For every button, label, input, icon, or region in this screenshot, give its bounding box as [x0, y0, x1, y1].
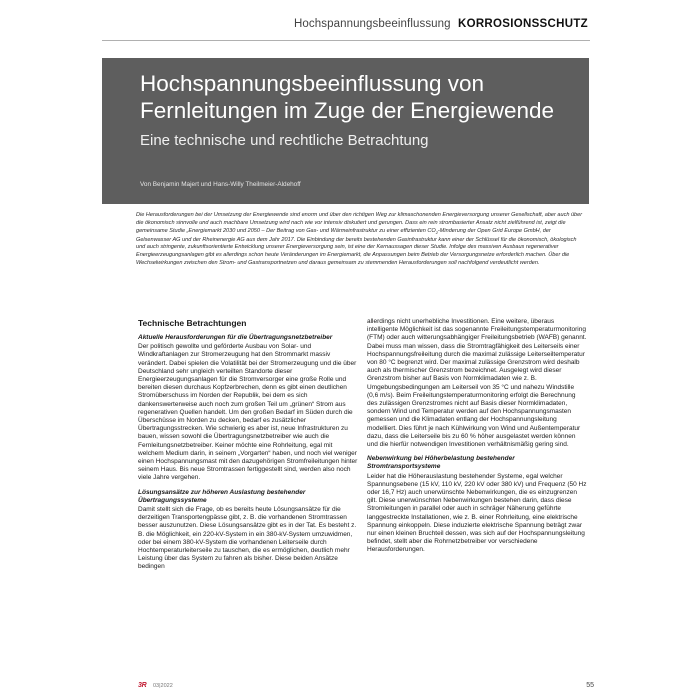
page-number: 55 [586, 682, 594, 689]
subsection-heading: Aktuelle Herausforderungen für die Übertragungsnetzbetreiber [138, 334, 333, 341]
issue-label: 03|2022 [153, 683, 173, 689]
body-paragraph: Damit stellt sich die Frage, ob es bereits heute Lösungsansätze für die derzeitigen Transportengpässe gibt, z. B. die vorhandenen Stromtrassen besser auszunutzen. Diese Lösungsansätze gibt es in der Tat. Es besteht z. B. die Möglichkeit, ein 220-kV-System in ein 380-kV-System umzuwidmen, oder bei einem 380-kV-System die vorhandenen Leiterseile durch Hochtemperaturleiterseile zu tauschen, die es ermöglichen, deutlich mehr Leistung über das System zu fahren als bisher. Diese beiden Ansätze bedingen [138, 506, 357, 571]
header-section: KORROSIONSSCHUTZ [457, 18, 588, 30]
subsection-heading: Nebenwirkung bei Höherbelastung bestehender Stromtransportsysteme [367, 455, 515, 471]
title-banner [102, 58, 589, 204]
journal-logo: 3R [138, 682, 147, 689]
article-subtitle: Eine technische und rechtliche Betrachtung [140, 132, 429, 149]
article-title-line1: Hochspannungsbeeinflussung von [140, 71, 485, 96]
text-column-right [367, 318, 587, 555]
article-title-line2: Fernleitungen im Zuge der Energiewende [140, 98, 554, 123]
subsection-heading: Lösungsansätze zur höheren Auslastung bestehender Übertragungssysteme [138, 488, 306, 504]
body-paragraph: allerdings nicht unerhebliche Investitionen. Eine weitere, überaus intelligente Möglichkeit ist das sogenannte Freileitungstemperaturmonitoring (FTM) oder auch witterungsabhängiger Freileitungsbetrieb (WAFB) genannt. Dabei muss man wissen, dass die Stromtragfähigkeit des Leiterseils einer Hochspannungsfreileitung durch die maximal zulässige Leiterseiltemperatur von 80 °C begrenzt wird. Der maximal zulässige Grenzstrom wird deshalb auch als thermischer Grenzstrom bezeichnet. Ausgelegt wird dieser Grenzstrom bisher auf Basis von Normklimadaten wie z. B. Umgebungsbedingungen am Leiterseil von 35 °C und nahezu Windstille (0,6 m/s). Beim Freileitungstemperaturmonitoring erfolgt die Berechnung des zulässigen Grenzstromes nicht auf Basis dieser Normklimadaten, sondern Wind und Temperatur werden auf den Hochspannungsmasten gemessen und die Klimadaten entlang der Hochspannungsleitung modelliert. Dies führt je nach Kühlwirkung von Wind und Außentemperatur dazu, dass die Leiterseile bis zu 60 % höher ausgelastet werden können und die hierfür notwendigen Investitionen verhältnismäßig gering sind. [367, 318, 587, 449]
text-column-left [138, 318, 358, 572]
running-header [294, 18, 588, 30]
article-title [140, 70, 565, 124]
article-abstract [136, 212, 586, 268]
abstract-part2: -Minderung der Open Grid Europe GmbH, der Gelsenwasser AG und der Rheinenergie AG aus dem Jahr 2017. Die Einbindung der bereits bestehenden Gasinfrastruktur kann einer der Schlüssel für die ökonomisch, ökologisch und auch stringente, zukunftsorientierte Entwicklung unserer Energieversorgung sein, ist eine der Kernaussagen dieser Studie. Infolge des massiven Ausbaus regenerativer Energieerzeugungsanlagen gibt es allerdings schon heute Veränderungen im Energiemarkt, die Anpassungen beim Betrieb der Versorgungsnetze erforderlich machen. Über die Wechselwirkungen zwischen den Strom- und Gastransportnetzen und daraus gemeinsam zu stemmenden Herausforderungen soll nachfolgend verdeutlicht werden. [136, 227, 577, 266]
article-byline: Von Benjamin Majert und Hans-Willy Theilmeier-Aldehoff [140, 181, 301, 188]
header-divider [102, 40, 590, 41]
abstract-part1: Die Herausforderungen bei der Umsetzung der Energiewende sind enorm und über den richtigen Weg zur klimaschonenden Energieversorgung unserer Gesellschaft, aber auch über die ökonomisch sinnvolle und auch machbare Umsetzung wird nach wie vor intensiv diskutiert und gerungen. Dass ein rein strombasierter Ansatz nicht zielführend ist, zeigt die gemeinsame Studie „Energiemarkt 2030 und 2050 – Der Beitrag von Gas- und Wärmeinfrastruktur zu einer effizienten CO [136, 212, 583, 234]
abstract-subscript: 2 [435, 229, 438, 235]
body-paragraph: Der politisch gewollte und geförderte Ausbau von Solar- und Windkraftanlagen zur Stromerzeugung hat den Strommarkt massiv verändert. Dabei spielen die Volatilität bei der Stromerzeugung und die über Deutschland sehr ungleich verteilten Standorte dieser Energieerzeugungsanlagen für die Stromversorger eine große Rolle und bereiten diesen durchaus Kopfzerbrechen, denn es gibt einen deutlichen Stromüberschuss im Norden der Republik, bei dem es sich dankenswerterweise auch noch zum großen Teil um „grünen“ Strom aus regenerativen Quellen handelt. Um den großen Bedarf im Süden durch die Überschüsse im Norden zu decken, bedarf es zusätzlicher Übertragungsstrecken. Wie schwierig es aber ist, neue Infrastrukturen zu bauen, wissen sowohl die Übertragungsnetzbetreiber wie auch die Fernleitungsnetzbetreiber. Keiner möchte eine Rohrleitung, egal mit welchem Medium darin, in seinem „Vorgarten“ haben, und noch viel weniger einen Hochspannungsmast mit den dazugehörigen Stromfreileitungen hinter seinem Haus. Bis neue Stromtrassen fertiggestellt sind, werden also noch viele Jahre vergehen. [138, 343, 358, 482]
body-paragraph: Leider hat die Höherauslastung bestehender Systeme, egal welcher Spannungsebene (15 kV, 110 kV, 220 kV oder 380 kV) und Frequenz (50 Hz oder 16,7 Hz) auch unerwünschte Nebenwirkungen, die es einzugrenzen gilt. Diese unerwünschten Nebenwirkungen bestehen darin, dass diese Stromleitungen in parallel oder auch in schräger Näherung geführte langgestreckte Installationen, wie z. B. einer Rohrleitung, eine elektrische Spannung einkoppeln. Diese induzierte elektrische Spannung beträgt zwar nur einen kleinen Bruchteil dessen, was sich auf der Hochspannungsleitung befindet, stellt aber die Rohrnetzbetreiber vor verschiedene Herausforderungen. [367, 472, 587, 554]
section-heading: Technische Betrachtungen [138, 318, 247, 328]
header-topic: Hochspannungsbeeinflussung [293, 18, 451, 30]
